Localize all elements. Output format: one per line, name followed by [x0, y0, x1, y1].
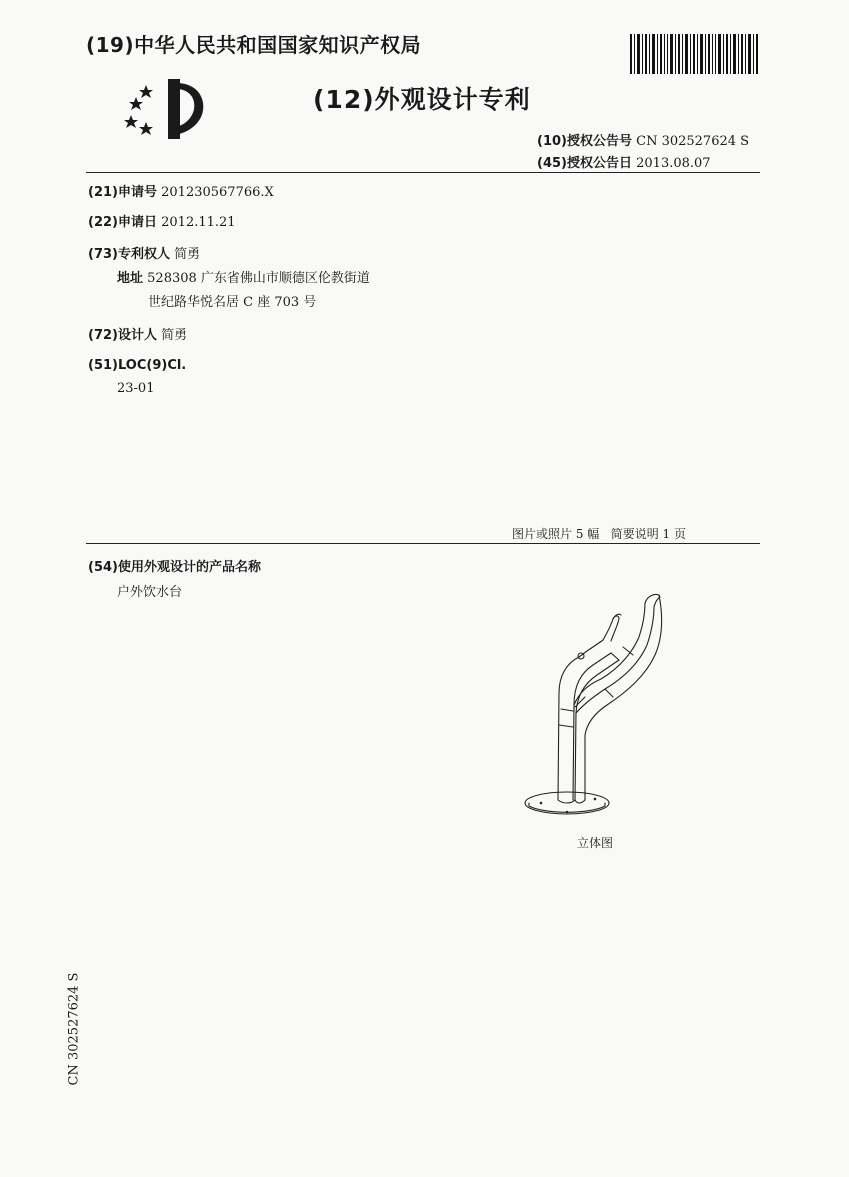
loc-value: 23-01 — [117, 381, 155, 396]
loc-label: (51)LOC(9)Cl. — [88, 358, 187, 373]
publication-number-value: CN 302527624 S — [636, 134, 750, 149]
loc-value-row — [117, 381, 154, 396]
office-name: (19)中华人民共和国国家知识产权局 — [86, 33, 422, 57]
summary-line: 图片或照片 5 幅 简要说明 1 页 — [512, 527, 686, 541]
application-number-row — [88, 181, 274, 200]
barcode — [630, 34, 758, 74]
address-line1: 528308 广东省佛山市顺德区伦教街道 — [147, 271, 370, 286]
figure-caption: 立体图 — [577, 836, 614, 850]
address-line2-row — [148, 291, 316, 310]
publication-date-row — [537, 152, 711, 171]
publication-number-label: (10)授权公告号 — [537, 134, 632, 149]
application-number-label: (21)申请号 — [88, 185, 157, 200]
document-type: (12)外观设计专利 — [313, 85, 531, 114]
product-name-row — [117, 581, 182, 600]
filing-date-value: 2012.11.21 — [161, 215, 236, 230]
filing-date-row — [88, 211, 236, 230]
patentee-label: (73)专利权人 — [88, 247, 170, 262]
publication-number-row — [537, 130, 749, 149]
header-divider — [86, 172, 760, 173]
section-divider — [86, 543, 760, 544]
designer-value: 简勇 — [161, 328, 188, 343]
patentee-value: 简勇 — [174, 247, 201, 262]
application-number-value: 201230567766.X — [161, 185, 274, 200]
product-name-label-text: (54)使用外观设计的产品名称 — [88, 560, 261, 575]
publication-date-value: 2013.08.07 — [636, 156, 711, 171]
filing-date-label: (22)申请日 — [88, 215, 157, 230]
cnipa-logo-icon — [124, 75, 208, 143]
address-label: 地址 — [117, 271, 144, 286]
product-name-label — [88, 556, 261, 575]
address-row — [117, 267, 370, 286]
designer-row — [88, 324, 187, 343]
publication-date-label: (45)授权公告日 — [537, 156, 632, 171]
side-publication-number: CN 302527624 S — [66, 972, 82, 1086]
loc-row — [88, 358, 186, 373]
designer-label: (72)设计人 — [88, 328, 157, 343]
product-name: 户外饮水台 — [117, 585, 183, 600]
address-line2: 世纪路华悦名居 C 座 703 号 — [148, 295, 317, 310]
patentee-row — [88, 243, 200, 262]
perspective-drawing — [515, 585, 675, 830]
